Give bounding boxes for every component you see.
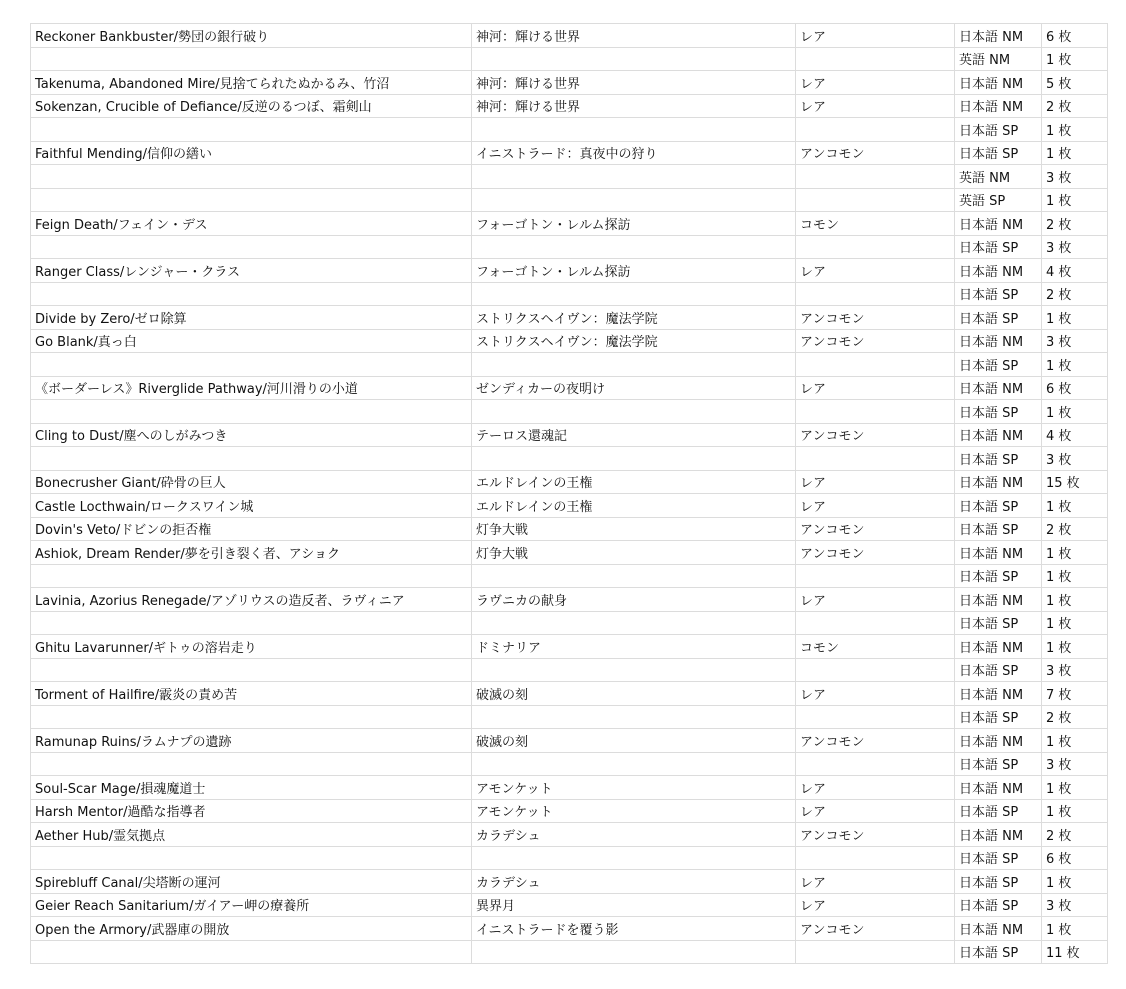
- language-condition-cell[interactable]: 日本語 SP: [955, 141, 1042, 165]
- quantity-cell[interactable]: 3 枚: [1042, 658, 1108, 682]
- quantity-cell[interactable]: 1 枚: [1042, 306, 1108, 330]
- language-condition-cell[interactable]: 英語 NM: [955, 165, 1042, 189]
- quantity-cell[interactable]: 4 枚: [1042, 259, 1108, 283]
- table-row: [31, 282, 1108, 306]
- rarity-cell[interactable]: レア: [796, 259, 955, 283]
- set-name-cell[interactable]: [472, 47, 796, 71]
- card-name-cell[interactable]: Divide by Zero/ゼロ除算: [31, 306, 472, 330]
- card-name-cell[interactable]: Lavinia, Azorius Renegade/アゾリウスの造反者、ラヴィニア: [31, 588, 472, 612]
- language-condition-cell[interactable]: 日本語 NM: [955, 823, 1042, 847]
- quantity-cell[interactable]: 1 枚: [1042, 776, 1108, 800]
- quantity-cell[interactable]: 15 枚: [1042, 470, 1108, 494]
- language-condition-cell[interactable]: 日本語 NM: [955, 329, 1042, 353]
- language-condition-cell[interactable]: 日本語 NM: [955, 71, 1042, 95]
- quantity-cell[interactable]: 3 枚: [1042, 752, 1108, 776]
- rarity-cell[interactable]: レア: [796, 24, 955, 48]
- language-condition-cell[interactable]: 日本語 SP: [955, 517, 1042, 541]
- card-name-cell[interactable]: [31, 940, 472, 964]
- card-name-cell[interactable]: [31, 165, 472, 189]
- quantity-cell[interactable]: 3 枚: [1042, 447, 1108, 471]
- table-row: [31, 729, 1108, 753]
- set-name-cell[interactable]: フォーゴトン・レルム探訪: [472, 212, 796, 236]
- card-name-cell[interactable]: [31, 846, 472, 870]
- rarity-cell[interactable]: [796, 564, 955, 588]
- quantity-cell[interactable]: 1 枚: [1042, 400, 1108, 424]
- table-row: [31, 329, 1108, 353]
- rarity-cell[interactable]: コモン: [796, 212, 955, 236]
- quantity-cell[interactable]: 3 枚: [1042, 329, 1108, 353]
- language-condition-cell[interactable]: 日本語 NM: [955, 470, 1042, 494]
- table-row: [31, 71, 1108, 95]
- card-name-cell[interactable]: 《ボーダーレス》Riverglide Pathway/河川滑りの小道: [31, 376, 472, 400]
- card-name-cell[interactable]: Sokenzan, Crucible of Defiance/反逆のるつぼ、霜剣山: [31, 94, 472, 118]
- set-name-cell[interactable]: [472, 165, 796, 189]
- quantity-cell[interactable]: 1 枚: [1042, 588, 1108, 612]
- quantity-cell[interactable]: 3 枚: [1042, 235, 1108, 259]
- rarity-cell[interactable]: レア: [796, 94, 955, 118]
- set-name-cell[interactable]: [472, 447, 796, 471]
- card-name-cell[interactable]: Bonecrusher Giant/砕骨の巨人: [31, 470, 472, 494]
- table-row: [31, 470, 1108, 494]
- card-name-cell[interactable]: Aether Hub/霊気拠点: [31, 823, 472, 847]
- quantity-cell[interactable]: 2 枚: [1042, 517, 1108, 541]
- card-name-cell[interactable]: [31, 353, 472, 377]
- card-name-cell[interactable]: [31, 282, 472, 306]
- table-row: [31, 24, 1108, 48]
- set-name-cell[interactable]: 灯争大戦: [472, 517, 796, 541]
- quantity-cell[interactable]: 2 枚: [1042, 212, 1108, 236]
- quantity-cell[interactable]: 3 枚: [1042, 893, 1108, 917]
- set-name-cell[interactable]: [472, 282, 796, 306]
- language-condition-cell[interactable]: 日本語 SP: [955, 846, 1042, 870]
- table-row: [31, 823, 1108, 847]
- table-row: [31, 494, 1108, 518]
- card-name-cell[interactable]: [31, 564, 472, 588]
- language-condition-cell[interactable]: 英語 SP: [955, 188, 1042, 212]
- set-name-cell[interactable]: [472, 611, 796, 635]
- quantity-cell[interactable]: 11 枚: [1042, 940, 1108, 964]
- rarity-cell[interactable]: レア: [796, 893, 955, 917]
- rarity-cell[interactable]: アンコモン: [796, 423, 955, 447]
- rarity-cell[interactable]: [796, 400, 955, 424]
- rarity-cell[interactable]: レア: [796, 799, 955, 823]
- rarity-cell[interactable]: [796, 165, 955, 189]
- language-condition-cell[interactable]: 日本語 SP: [955, 611, 1042, 635]
- set-name-cell[interactable]: イニストラードを覆う影: [472, 917, 796, 941]
- quantity-cell[interactable]: 4 枚: [1042, 423, 1108, 447]
- card-name-cell[interactable]: [31, 47, 472, 71]
- set-name-cell[interactable]: 破滅の刻: [472, 682, 796, 706]
- language-condition-cell[interactable]: 日本語 SP: [955, 564, 1042, 588]
- card-name-cell[interactable]: [31, 447, 472, 471]
- table-row: [31, 376, 1108, 400]
- set-name-cell[interactable]: 異界月: [472, 893, 796, 917]
- set-name-cell[interactable]: [472, 705, 796, 729]
- table-row: [31, 658, 1108, 682]
- rarity-cell[interactable]: アンコモン: [796, 729, 955, 753]
- set-name-cell[interactable]: カラデシュ: [472, 823, 796, 847]
- language-condition-cell[interactable]: 日本語 NM: [955, 776, 1042, 800]
- set-name-cell[interactable]: ストリクスヘイヴン：魔法学院: [472, 306, 796, 330]
- set-name-cell[interactable]: [472, 658, 796, 682]
- language-condition-cell[interactable]: 日本語 SP: [955, 494, 1042, 518]
- rarity-cell[interactable]: レア: [796, 682, 955, 706]
- table-row: [31, 353, 1108, 377]
- set-name-cell[interactable]: ラヴニカの献身: [472, 588, 796, 612]
- table-row: [31, 752, 1108, 776]
- rarity-cell[interactable]: [796, 188, 955, 212]
- language-condition-cell[interactable]: 日本語 SP: [955, 799, 1042, 823]
- card-name-cell[interactable]: Harsh Mentor/過酷な指導者: [31, 799, 472, 823]
- language-condition-cell[interactable]: 日本語 NM: [955, 682, 1042, 706]
- set-name-cell[interactable]: エルドレインの王権: [472, 470, 796, 494]
- language-condition-cell[interactable]: 日本語 NM: [955, 24, 1042, 48]
- set-name-cell[interactable]: [472, 353, 796, 377]
- quantity-cell[interactable]: 2 枚: [1042, 94, 1108, 118]
- quantity-cell[interactable]: 1 枚: [1042, 799, 1108, 823]
- set-name-cell[interactable]: ドミナリア: [472, 635, 796, 659]
- set-name-cell[interactable]: アモンケット: [472, 799, 796, 823]
- set-name-cell[interactable]: ゼンディカーの夜明け: [472, 376, 796, 400]
- quantity-cell[interactable]: 5 枚: [1042, 71, 1108, 95]
- language-condition-cell[interactable]: 日本語 SP: [955, 752, 1042, 776]
- quantity-cell[interactable]: 1 枚: [1042, 118, 1108, 142]
- quantity-cell[interactable]: 1 枚: [1042, 141, 1108, 165]
- quantity-cell[interactable]: 1 枚: [1042, 611, 1108, 635]
- table-row: [31, 141, 1108, 165]
- quantity-cell[interactable]: 1 枚: [1042, 564, 1108, 588]
- table-row: [31, 165, 1108, 189]
- quantity-cell[interactable]: 7 枚: [1042, 682, 1108, 706]
- set-name-cell[interactable]: イニストラード：真夜中の狩り: [472, 141, 796, 165]
- language-condition-cell[interactable]: 日本語 SP: [955, 235, 1042, 259]
- set-name-cell[interactable]: エルドレインの王権: [472, 494, 796, 518]
- card-name-cell[interactable]: [31, 188, 472, 212]
- quantity-cell[interactable]: 2 枚: [1042, 705, 1108, 729]
- rarity-cell[interactable]: レア: [796, 776, 955, 800]
- table-row: [31, 118, 1108, 142]
- language-condition-cell[interactable]: 日本語 SP: [955, 870, 1042, 894]
- card-name-cell[interactable]: [31, 658, 472, 682]
- card-name-cell[interactable]: Feign Death/フェイン・デス: [31, 212, 472, 236]
- card-name-cell[interactable]: Reckoner Bankbuster/勢団の銀行破り: [31, 24, 472, 48]
- set-name-cell[interactable]: [472, 235, 796, 259]
- language-condition-cell[interactable]: 日本語 NM: [955, 588, 1042, 612]
- quantity-cell[interactable]: 1 枚: [1042, 635, 1108, 659]
- table-row: [31, 611, 1108, 635]
- rarity-cell[interactable]: [796, 752, 955, 776]
- set-name-cell[interactable]: [472, 118, 796, 142]
- language-condition-cell[interactable]: 日本語 SP: [955, 306, 1042, 330]
- language-condition-cell[interactable]: 日本語 SP: [955, 705, 1042, 729]
- table-row: [31, 682, 1108, 706]
- card-name-cell[interactable]: Faithful Mending/信仰の繕い: [31, 141, 472, 165]
- table-row: [31, 917, 1108, 941]
- quantity-cell[interactable]: 6 枚: [1042, 376, 1108, 400]
- card-name-cell[interactable]: Cling to Dust/塵へのしがみつき: [31, 423, 472, 447]
- table-row: [31, 635, 1108, 659]
- set-name-cell[interactable]: [472, 752, 796, 776]
- card-name-cell[interactable]: [31, 400, 472, 424]
- rarity-cell[interactable]: アンコモン: [796, 329, 955, 353]
- table-row: [31, 447, 1108, 471]
- rarity-cell[interactable]: アンコモン: [796, 541, 955, 565]
- card-name-cell[interactable]: Castle Locthwain/ロークスワイン城: [31, 494, 472, 518]
- table-row: [31, 306, 1108, 330]
- card-name-cell[interactable]: Ghitu Lavarunner/ギトゥの溶岩走り: [31, 635, 472, 659]
- rarity-cell[interactable]: アンコモン: [796, 141, 955, 165]
- rarity-cell[interactable]: [796, 47, 955, 71]
- language-condition-cell[interactable]: 日本語 SP: [955, 118, 1042, 142]
- table-row: [31, 259, 1108, 283]
- language-condition-cell[interactable]: 日本語 NM: [955, 423, 1042, 447]
- card-name-cell[interactable]: Takenuma, Abandoned Mire/見捨てられたぬかるみ、竹沼: [31, 71, 472, 95]
- quantity-cell[interactable]: 1 枚: [1042, 353, 1108, 377]
- table-row: [31, 588, 1108, 612]
- rarity-cell[interactable]: レア: [796, 71, 955, 95]
- inventory-table: [30, 23, 1108, 964]
- language-condition-cell[interactable]: 日本語 NM: [955, 917, 1042, 941]
- set-name-cell[interactable]: フォーゴトン・レルム探訪: [472, 259, 796, 283]
- language-condition-cell[interactable]: 日本語 SP: [955, 400, 1042, 424]
- quantity-cell[interactable]: 1 枚: [1042, 917, 1108, 941]
- rarity-cell[interactable]: [796, 282, 955, 306]
- language-condition-cell[interactable]: 日本語 NM: [955, 376, 1042, 400]
- quantity-cell[interactable]: 1 枚: [1042, 541, 1108, 565]
- set-name-cell[interactable]: [472, 188, 796, 212]
- table-row: [31, 799, 1108, 823]
- table-row: [31, 235, 1108, 259]
- table-row: [31, 212, 1108, 236]
- card-name-cell[interactable]: Geier Reach Sanitarium/ガイアー岬の療養所: [31, 893, 472, 917]
- quantity-cell[interactable]: 2 枚: [1042, 282, 1108, 306]
- table-row: [31, 94, 1108, 118]
- card-name-cell[interactable]: Spirebluff Canal/尖塔断の運河: [31, 870, 472, 894]
- rarity-cell[interactable]: [796, 447, 955, 471]
- language-condition-cell[interactable]: 日本語 NM: [955, 635, 1042, 659]
- table-row: [31, 541, 1108, 565]
- rarity-cell[interactable]: レア: [796, 376, 955, 400]
- table-body: [31, 24, 1108, 964]
- set-name-cell[interactable]: 破滅の刻: [472, 729, 796, 753]
- rarity-cell[interactable]: [796, 940, 955, 964]
- rarity-cell[interactable]: [796, 611, 955, 635]
- quantity-cell[interactable]: 6 枚: [1042, 846, 1108, 870]
- set-name-cell[interactable]: [472, 564, 796, 588]
- rarity-cell[interactable]: [796, 846, 955, 870]
- language-condition-cell[interactable]: 英語 NM: [955, 47, 1042, 71]
- card-name-cell[interactable]: Dovin's Veto/ドビンの拒否権: [31, 517, 472, 541]
- table-row: [31, 564, 1108, 588]
- language-condition-cell[interactable]: 日本語 SP: [955, 658, 1042, 682]
- rarity-cell[interactable]: コモン: [796, 635, 955, 659]
- set-name-cell[interactable]: 神河：輝ける世界: [472, 71, 796, 95]
- set-name-cell[interactable]: 灯争大戦: [472, 541, 796, 565]
- card-name-cell[interactable]: [31, 752, 472, 776]
- quantity-cell[interactable]: 1 枚: [1042, 494, 1108, 518]
- language-condition-cell[interactable]: 日本語 SP: [955, 940, 1042, 964]
- language-condition-cell[interactable]: 日本語 NM: [955, 259, 1042, 283]
- table-row: [31, 47, 1108, 71]
- language-condition-cell[interactable]: 日本語 NM: [955, 94, 1042, 118]
- set-name-cell[interactable]: 神河：輝ける世界: [472, 94, 796, 118]
- table-row: [31, 188, 1108, 212]
- quantity-cell[interactable]: 6 枚: [1042, 24, 1108, 48]
- rarity-cell[interactable]: [796, 705, 955, 729]
- rarity-cell[interactable]: [796, 118, 955, 142]
- set-name-cell[interactable]: アモンケット: [472, 776, 796, 800]
- card-name-cell[interactable]: [31, 118, 472, 142]
- language-condition-cell[interactable]: 日本語 NM: [955, 729, 1042, 753]
- rarity-cell[interactable]: アンコモン: [796, 517, 955, 541]
- set-name-cell[interactable]: テーロス還魂記: [472, 423, 796, 447]
- rarity-cell[interactable]: [796, 235, 955, 259]
- table-row: [31, 705, 1108, 729]
- table-row: [31, 870, 1108, 894]
- set-name-cell[interactable]: [472, 940, 796, 964]
- rarity-cell[interactable]: レア: [796, 470, 955, 494]
- language-condition-cell[interactable]: 日本語 NM: [955, 541, 1042, 565]
- language-condition-cell[interactable]: 日本語 SP: [955, 447, 1042, 471]
- language-condition-cell[interactable]: 日本語 NM: [955, 212, 1042, 236]
- card-name-cell[interactable]: Torment of Hailfire/霰炎の責め苦: [31, 682, 472, 706]
- set-name-cell[interactable]: [472, 400, 796, 424]
- quantity-cell[interactable]: 1 枚: [1042, 729, 1108, 753]
- language-condition-cell[interactable]: 日本語 SP: [955, 353, 1042, 377]
- card-name-cell[interactable]: [31, 705, 472, 729]
- rarity-cell[interactable]: [796, 658, 955, 682]
- table-row: [31, 423, 1108, 447]
- quantity-cell[interactable]: 3 枚: [1042, 165, 1108, 189]
- card-name-cell[interactable]: Ashiok, Dream Render/夢を引き裂く者、アショク: [31, 541, 472, 565]
- set-name-cell[interactable]: [472, 846, 796, 870]
- set-name-cell[interactable]: カラデシュ: [472, 870, 796, 894]
- rarity-cell[interactable]: レア: [796, 870, 955, 894]
- card-name-cell[interactable]: [31, 611, 472, 635]
- card-name-cell[interactable]: [31, 235, 472, 259]
- quantity-cell[interactable]: 1 枚: [1042, 870, 1108, 894]
- language-condition-cell[interactable]: 日本語 SP: [955, 282, 1042, 306]
- card-name-cell[interactable]: Open the Armory/武器庫の開放: [31, 917, 472, 941]
- card-name-cell[interactable]: Soul-Scar Mage/損魂魔道士: [31, 776, 472, 800]
- rarity-cell[interactable]: レア: [796, 494, 955, 518]
- table-row: [31, 940, 1108, 964]
- table-row: [31, 517, 1108, 541]
- set-name-cell[interactable]: 神河：輝ける世界: [472, 24, 796, 48]
- table-row: [31, 400, 1108, 424]
- rarity-cell[interactable]: レア: [796, 588, 955, 612]
- card-name-cell[interactable]: Go Blank/真っ白: [31, 329, 472, 353]
- set-name-cell[interactable]: ストリクスヘイヴン：魔法学院: [472, 329, 796, 353]
- rarity-cell[interactable]: [796, 353, 955, 377]
- rarity-cell[interactable]: アンコモン: [796, 823, 955, 847]
- language-condition-cell[interactable]: 日本語 SP: [955, 893, 1042, 917]
- table-row: [31, 893, 1108, 917]
- quantity-cell[interactable]: 1 枚: [1042, 47, 1108, 71]
- rarity-cell[interactable]: アンコモン: [796, 917, 955, 941]
- rarity-cell[interactable]: アンコモン: [796, 306, 955, 330]
- card-name-cell[interactable]: Ramunap Ruins/ラムナプの遺跡: [31, 729, 472, 753]
- quantity-cell[interactable]: 1 枚: [1042, 188, 1108, 212]
- quantity-cell[interactable]: 2 枚: [1042, 823, 1108, 847]
- card-name-cell[interactable]: Ranger Class/レンジャー・クラス: [31, 259, 472, 283]
- table-row: [31, 846, 1108, 870]
- table-row: [31, 776, 1108, 800]
